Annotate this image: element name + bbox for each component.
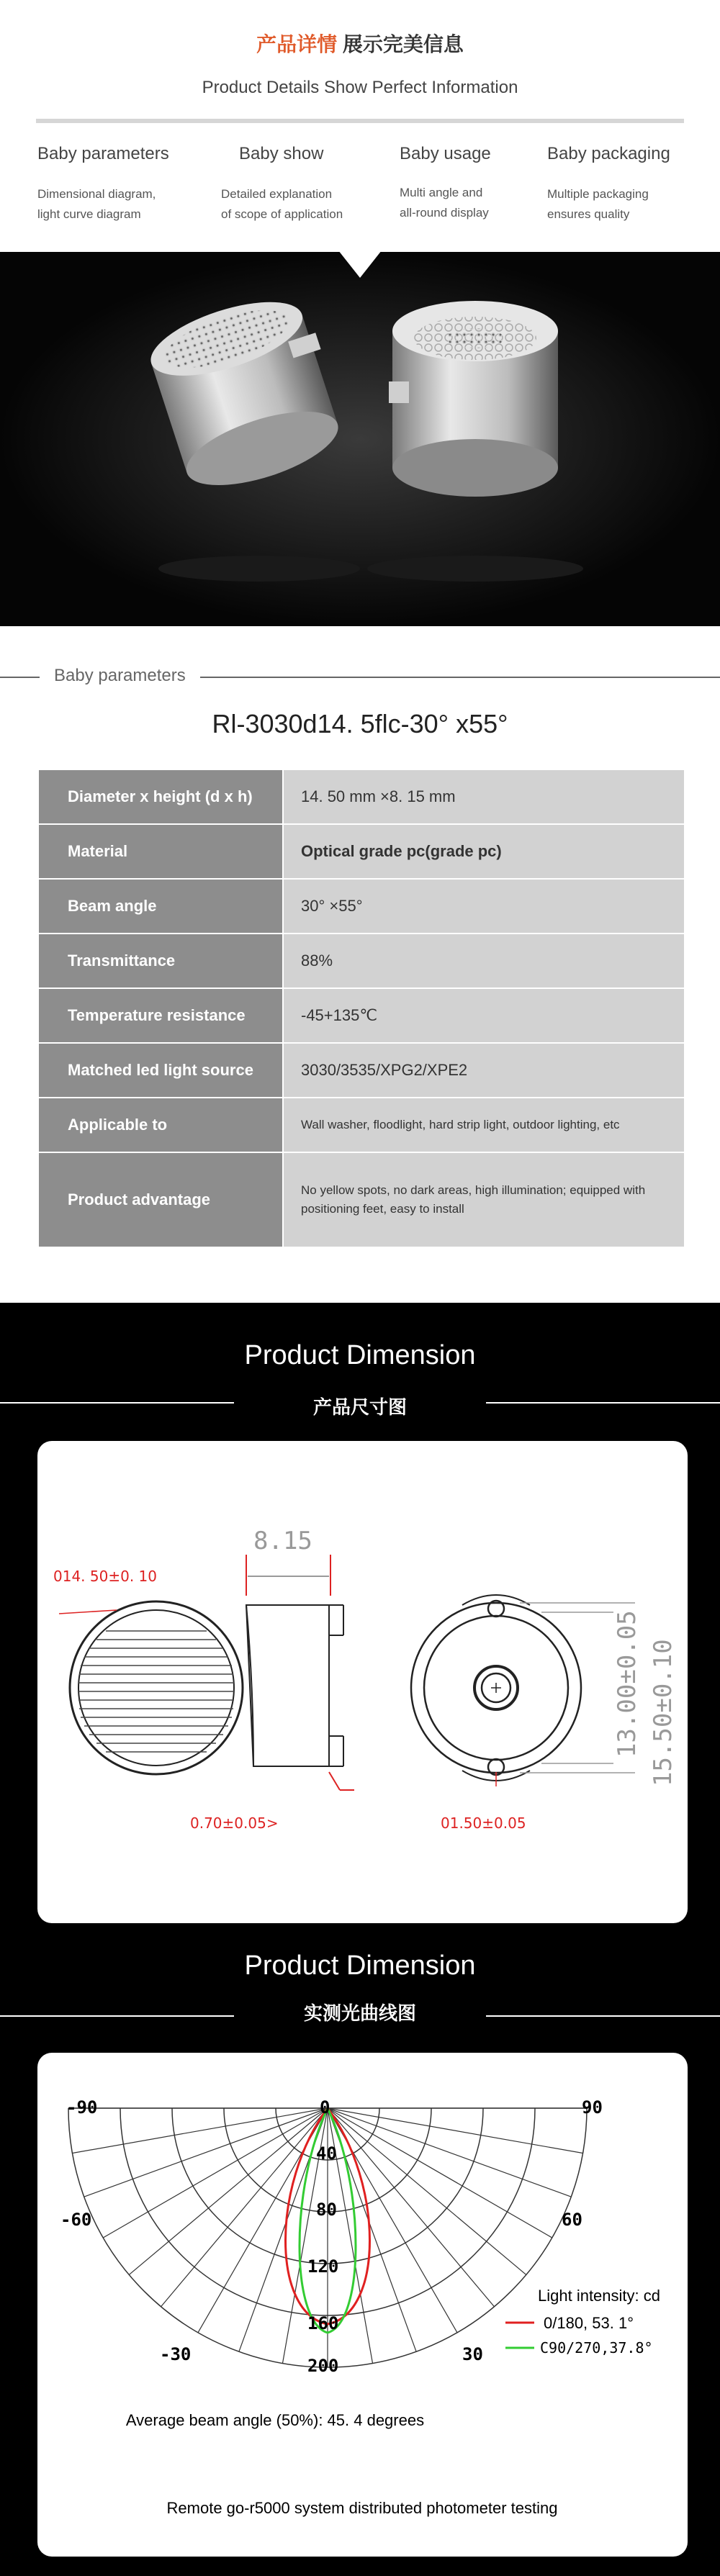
table-row: Product advantage No yellow spots, no dark areas, high illumination; equipped with positioning feet, easy to install [38,1152,685,1247]
angle-label: 0 [320,2097,330,2118]
table-row: Material Optical grade pc(grade pc) [38,824,685,879]
angle-label: 30 [462,2344,483,2364]
angle-label: -90 [66,2097,98,2118]
title-accent: 产品详情 [256,33,338,55]
title-rest: 展示完美信息 [337,33,464,55]
table-row: Temperature resistance -45+135℃ [38,988,685,1043]
nav-title: Baby packaging [547,144,670,163]
legend-green: C90/270,37.8° [540,2339,653,2356]
nav-desc: Detailed explanation of scope of application [221,187,343,221]
ring-label: 200 [307,2356,339,2376]
nav-item-parameters[interactable] [37,144,210,225]
label-outer: 15.50±0.10 [649,1639,678,1786]
section-label: Baby parameters [40,666,200,686]
angle-label: -60 [60,2210,92,2230]
dimension-drawing [37,1441,688,1923]
nav-title: Baby show [239,144,324,163]
spec-table [37,769,685,1248]
dimension-drawing-panel [37,1441,688,1923]
ring-label: 120 [307,2256,339,2277]
legend-title: Light intensity: cd [538,2287,660,2305]
legend-red: 0/180, 53. 1° [544,2314,634,2332]
label-hole: 01.50±0.05 [441,1815,526,1832]
light-curve-panel [37,2053,688,2557]
page-title [0,29,720,58]
top-view [59,1601,243,1774]
nav-item-show[interactable] [221,144,394,225]
dimension-subtitle: 产品尺寸图 [312,1396,407,1418]
table-row: Matched led light source 3030/3535/XPG2/XPE2 [38,1043,685,1098]
angle-label: -30 [160,2344,192,2364]
nav-desc: Multiple packaging ensures quality [547,187,649,221]
table-row: Applicable to Wall washer, floodlight, hard strip light, outdoor lighting, etc [38,1098,685,1152]
hero-notch [338,250,382,278]
polar-spoke [328,2108,526,2274]
test-footer: Remote go-r5000 system distributed photometer testing [166,2499,558,2517]
side-view [246,1555,354,1790]
table-row: Beam angle 30° ×55° [38,879,685,934]
curve-subtitle: 实测光曲线图 [303,2002,416,2024]
model-title: Rl-3030d14. 5flc-30° x55° [212,709,508,738]
label-height: 8.15 [253,1527,312,1555]
page-subtitle: Product Details Show Perfect Information [202,78,518,97]
angle-label: 90 [582,2097,603,2118]
bottom-view [411,1595,635,1786]
nav-title: Baby usage [400,144,491,163]
product-photo [0,252,720,626]
right-lens [389,301,558,497]
avg-beam-angle: Average beam angle (50%): 45. 4 degrees [125,2411,425,2429]
nav-desc: Dimensional diagram, light curve diagram [37,187,156,221]
polar-spoke [129,2108,328,2274]
ring-label: 40 [316,2143,337,2164]
label-diameter: 014. 50±0. 10 [53,1568,157,1585]
lens-illustration [0,252,720,626]
nav-item-usage[interactable] [400,144,572,223]
nav-item-packaging[interactable] [547,144,720,225]
nav-title: Baby parameters [37,144,169,163]
ring-label: 80 [316,2200,337,2220]
header-divider [36,119,684,123]
nav-desc: Multi angle and all-round display [400,186,489,220]
ring-label: 160 [307,2313,339,2333]
table-row: Transmittance 88% [38,934,685,988]
light-curve-chart [37,2053,688,2557]
table-row: Diameter x height (d x h) 14. 50 mm ×8. 15 mm [38,769,685,824]
angle-label: 60 [562,2210,582,2230]
dimension-title: Product Dimension [244,1340,476,1370]
curve-title: Product Dimension [244,1951,476,1981]
label-inner: 13.00±0.05 [613,1610,642,1758]
label-foot: 0.70±0.05> [190,1815,279,1832]
